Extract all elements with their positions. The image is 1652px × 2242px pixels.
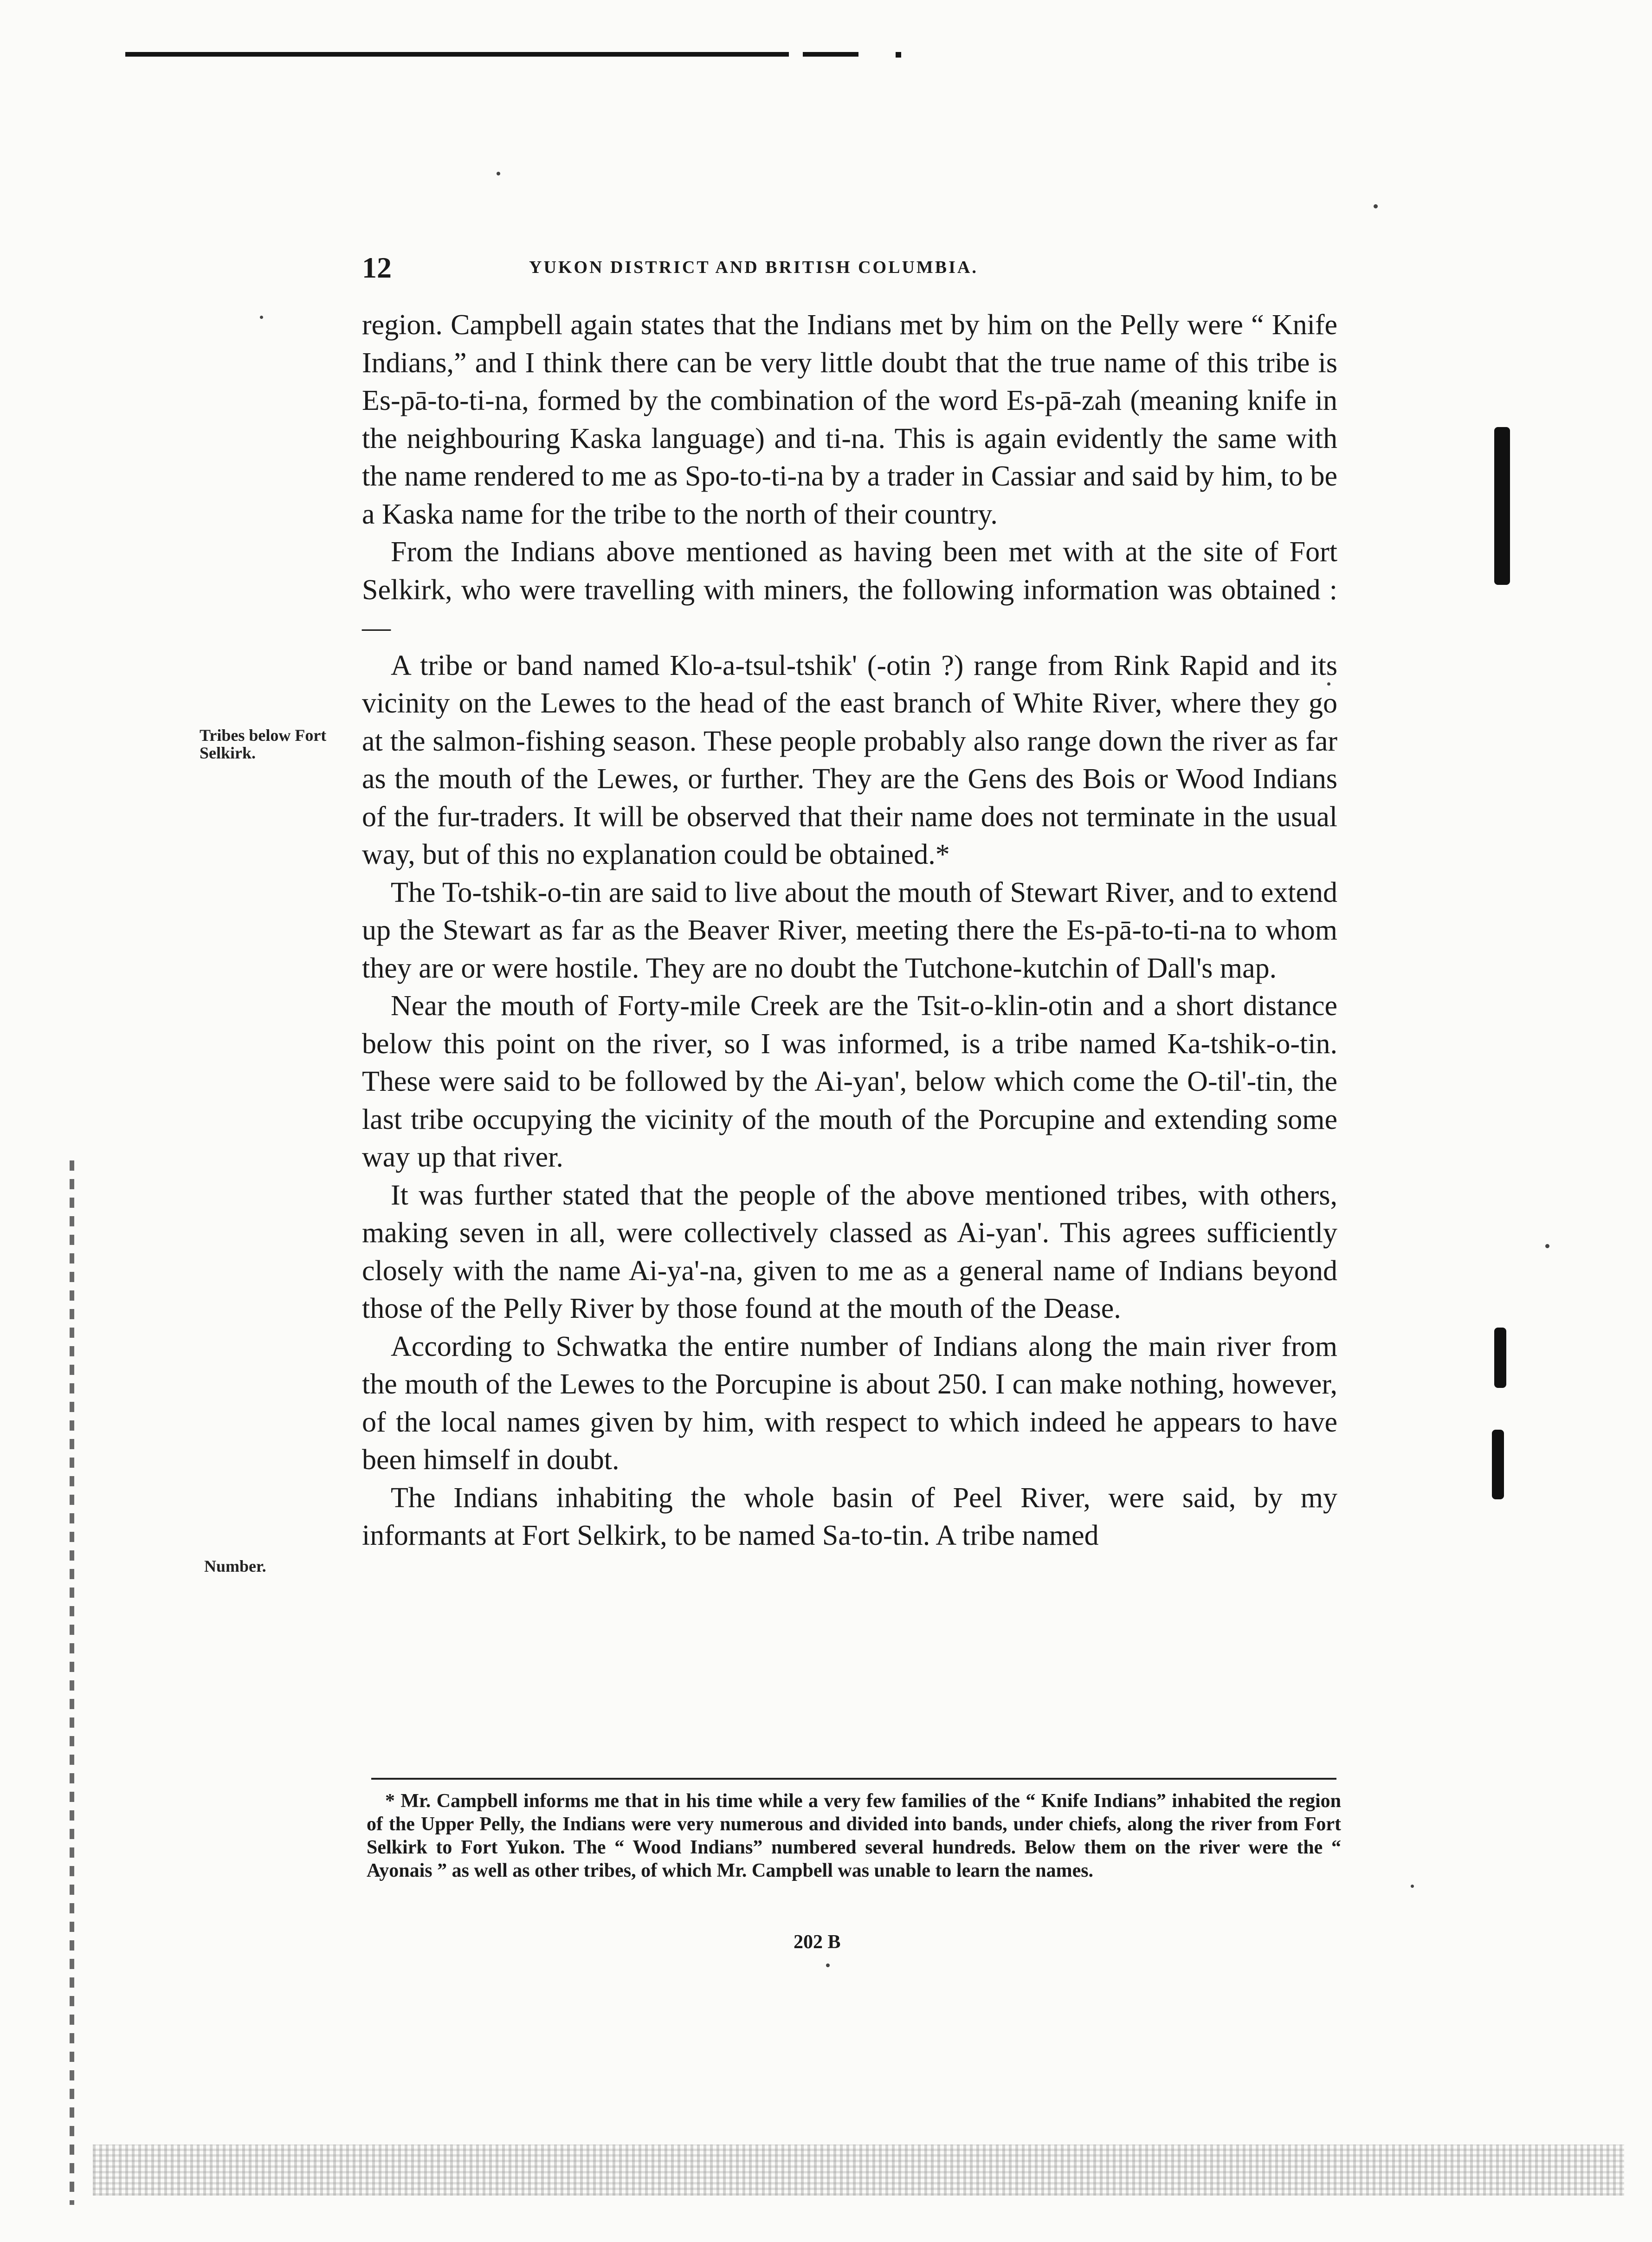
right-edge-mark-1 [1494,427,1510,585]
left-edge-artefact [70,1160,74,2205]
paragraph-2: From the Indians above mentioned as having been met with at the site of Fort Selkirk, who were travelling with miners, the following information was obtained :— [362,536,1337,643]
speck [1327,682,1330,686]
margin-note-number: Number. [204,1557,266,1575]
paragraph-3: A tribe or band named Klo-a-tsul-tshik' (-otin ?) range from Rink Rapid and its vicinity on the Lewes to the head of the east branch of White River, where they go at the salmon-fishing season. These people probably also range down the river as far as the mouth of the Lewes, or further. They are the Gens des Bois or Wood Indians of the fur-traders. It will be observed that their name does not terminate in the usual way, but of this no explanation could be obtained.* [362,649,1337,870]
body-text [362,306,1337,1555]
top-rule-long [125,52,789,57]
top-rule-dot [896,52,901,58]
speck [497,172,500,175]
margin-note-tribes-below: Tribes below Fort Selkirk. [200,726,327,762]
speck [1374,204,1378,208]
speck [260,316,263,319]
signature-mark: 202 B [794,1931,841,1953]
paragraph-8: The Indians inhabiting the whole basin of Peel River, were said, by my informants at Fort Selkirk, to be named Sa-to-tin. A tribe named [362,1482,1337,1551]
paragraph-1: region. Campbell again states that the Indians met by him on the Pelly were “ Knife Indians,” and I think there can be very little doubt that the true name of this tribe is Es-pā-to-ti-na, formed by the combination of the word Es-pā-zah (meaning knife in the neighbouring Kaska language) and ti-na. This is again evidently the same with the name rendered to me as Spo-to-ti-na by a trader in Cassiar and said by him, to be a Kaska name for the tribe to the north of their country. [362,309,1337,530]
top-rule-short [803,52,858,57]
page-header [362,251,1128,283]
right-edge-mark-3 [1492,1430,1504,1499]
speck [826,1963,830,1967]
footnote-text: * Mr. Campbell informs me that in his time while a very few families of the “ Knife Indians” inhabited the region of the Upper Pelly, the Indians were very numerous and divided into bands, under chiefs, along the river from Fort Selkirk to Fort Yukon. The “ Wood Indians” numbered several hundreds. Below them on the river were the “ Ayonais ” as well as other tribes, of which Mr. Campbell was unable to learn the names. [367,1790,1341,1881]
speck [1411,1885,1414,1888]
right-edge-mark-2 [1494,1328,1506,1388]
paragraph-6: It was further stated that the people of the above mentioned tribes, with others, making seven in all, were collectively classed as Ai-yan'. This agrees sufficiently closely with the name Ai-ya'-na, given to me as a general name of Indians beyond those of the Pelly River by those found at the mouth of the Dease. [362,1179,1337,1324]
speck [1545,1244,1549,1248]
bottom-scan-noise [93,2145,1624,2196]
footnote-rule [371,1778,1336,1780]
page-number: 12 [362,251,392,284]
running-head: YUKON DISTRICT AND BRITISH COLUMBIA. [529,258,978,277]
paragraph-7: According to Schwatka the entire number of Indians along the main river from the mouth of the Lewes to the Porcupine is about 250. I can make nothing, however, of the local names given by him, with respect to which indeed he appears to have been himself in doubt. [362,1330,1337,1476]
paragraph-5: Near the mouth of Forty-mile Creek are the Tsit-o-klin-otin and a short distance below this point on the river, so I was informed, is a tribe named Ka-tshik-o-tin. These were said to be followed by the Ai-yan', below which come the O-til'-tin, the last tribe occupying the vicinity of the mouth of the Porcupine and extending some way up that river. [362,990,1337,1173]
paragraph-4: The To-tshik-o-tin are said to live about the mouth of Stewart River, and to extend up the Stewart as far as the Beaver River, meeting there the Es-pā-to-ti-na to whom they are or were hostile. They are no doubt the Tutchone-kutchin of Dall's map. [362,876,1337,984]
footnote [367,1789,1341,1882]
